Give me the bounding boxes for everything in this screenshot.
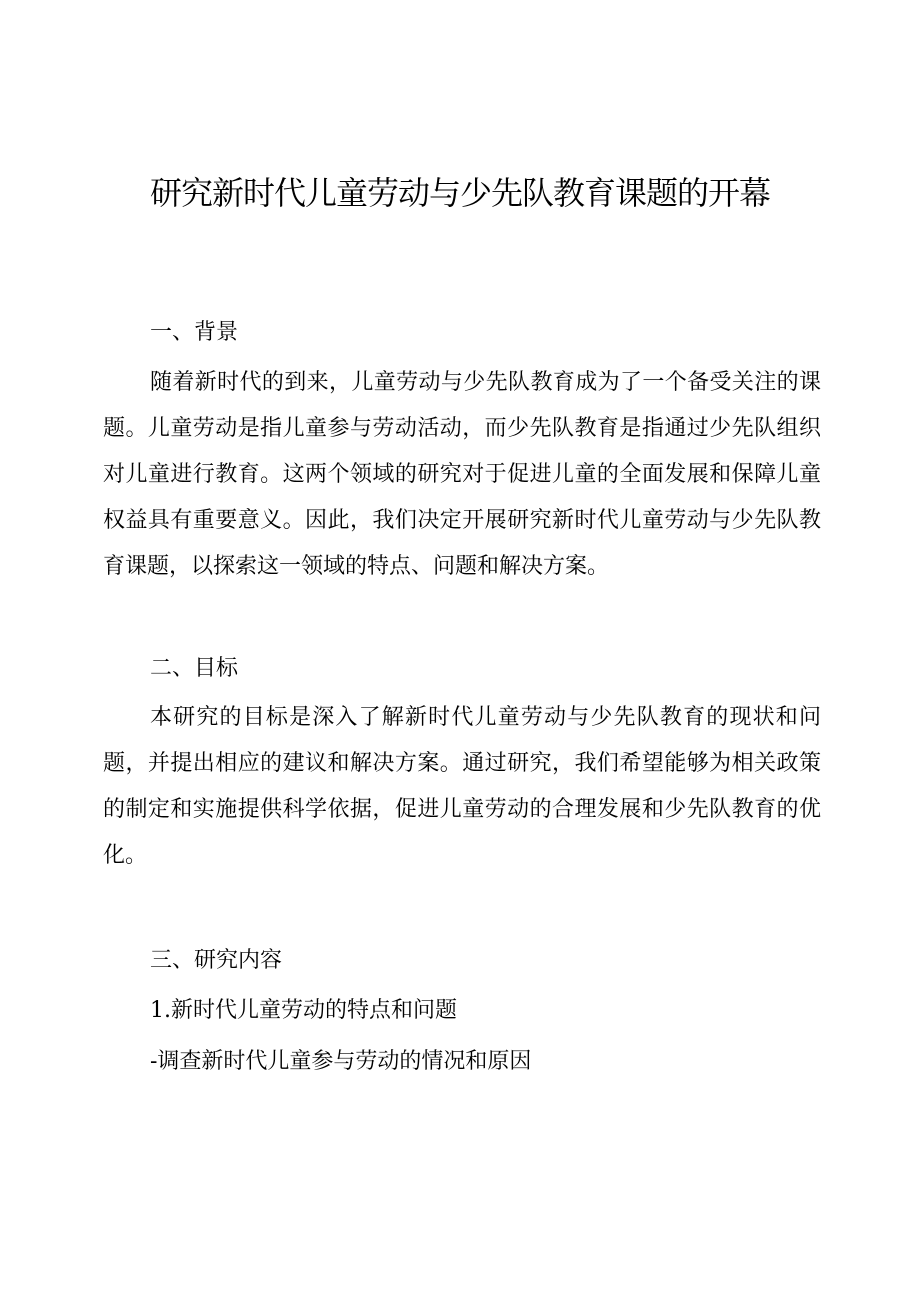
background-paragraph: 随着新时代的到来，儿童劳动与少先队教育成为了一个备受关注的课题。儿童劳动是指儿童参与劳动活动，而少先队教育是指通过少先队组织对儿童进行教育。这两个领域的研究对于促进儿童的全面发展和保障儿童权益具有重要意义。因此，我们决定开展研究新时代儿童劳动与少先队教育课题，以探索这一领域的特点、问题和解决方案。 <box>103 370 821 579</box>
research-item-1: 1.新时代儿童劳动的特点和问题 <box>150 998 457 1023</box>
research-sub-item: -调查新时代儿童参与劳动的情况和原因 <box>150 1049 532 1074</box>
document-title: 研究新时代儿童劳动与少先队教育课题的开幕 <box>149 174 770 212</box>
section-heading-goals: 二、目标 <box>150 656 239 681</box>
section-heading-background: 一、背景 <box>150 320 239 345</box>
section-heading-research-content: 三、研究内容 <box>150 948 283 973</box>
goals-paragraph: 本研究的目标是深入了解新时代儿童劳动与少先队教育的现状和问题，并提出相应的建议和解决方案。通过研究，我们希望能够为相关政策的制定和实施提供科学依据，促进儿童劳动的合理发展和少先队教育的优化。 <box>103 705 821 868</box>
